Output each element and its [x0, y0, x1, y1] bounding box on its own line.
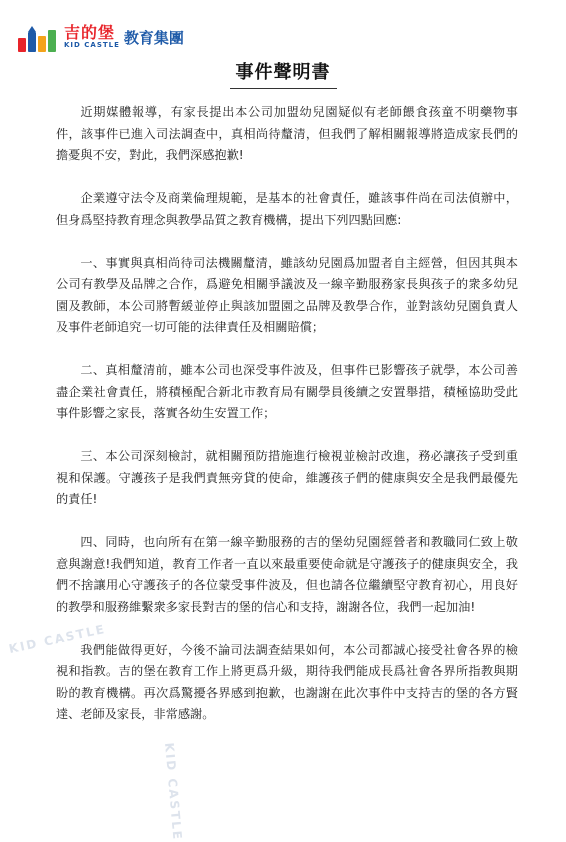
- brand-logo-text: [64, 25, 120, 49]
- castle-logo-icon: [18, 22, 58, 52]
- paragraph-intro: 近期媒體報導，有家長提出本公司加盟幼兒園疑似有老師餵食孩童不明藥物事件，該事件已進入司法調查中，真相尚待釐清，但我們了解相關報導將造成家長們的擔憂與不安，對此，我們深感抱歉!: [56, 105, 518, 162]
- group-name: 教育集團: [123, 28, 184, 47]
- brand-name-en: KID CASTLE: [64, 41, 120, 49]
- watermark-logo-vertical: KID CASTLE: [162, 742, 185, 842]
- document-title-wrap: [0, 58, 566, 89]
- document-title: 事件聲明書: [230, 58, 337, 89]
- paragraph-point-2: 二、真相釐清前，雖本公司也深受事件波及，但事件已影響孩子就學，本公司善盡企業社會責任，將積極配合新北市教育局有關學員後續之安置舉措，積極協助受此事件影響之家長，落實各幼生安置工作；: [56, 363, 518, 420]
- paragraph-responsibility: 企業遵守法令及商業倫理規範，是基本的社會責任，雖該事件尚在司法偵辦中，但身爲堅持教育理念與教學品質之教育機構，提出下列四點回應:: [56, 191, 518, 227]
- watermark-logo: KID CASTLE: [7, 621, 108, 657]
- paragraph-point-1: 一、事實與真相尚待司法機關釐清，雖該幼兒園爲加盟者自主經營，但因其與本公司有教學及品牌之合作，爲避免相關爭議波及一線辛勤服務家長與孩子的衆多幼兒園及教師，本公司將暫緩並停止與該加盟園之品牌及教學合作，並對該幼兒園負責人及事件老師追究一切可能的法律責任及相關賠償；: [56, 255, 518, 334]
- paragraph-closing: 我們能做得更好，今後不論司法調查結果如何，本公司都誠心接受社會各界的檢視和指教。吉的堡在教育工作上將更爲升級，期待我們能成長爲社會各界所指教與期盼的教育機構。再次爲驚擾各界感到抱歉，也謝謝在此次事件中支持吉的堡的各方賢達、老師及家長，非常感謝。: [56, 642, 518, 721]
- statement-body: [56, 102, 518, 747]
- paragraph-point-4: 四、同時，也向所有在第一線辛勤服務的吉的堡幼兒園經營者和教職同仁致上敬意與謝意!我們知道，教育工作者一直以來最重要使命就是守護孩子的健康與安全，我們不捨讓用心守護孩子的各位蒙受事件波及，但也請各位繼續堅守教育初心，用良好的教學和服務維繫衆多家長對吉的堡的信心和支持，謝謝各位，我們一起加油!: [56, 535, 518, 614]
- brand-header: [18, 20, 184, 54]
- paragraph-point-3: 三、本公司深刻檢討，就相關預防措施進行檢視並檢討改進，務必讓孩子受到重視和保護。守護孩子是我們責無旁貸的使命，維護孩子們的健康與安全是我們最優先的責任!: [56, 449, 518, 506]
- brand-name-cn: 吉的堡: [64, 23, 116, 42]
